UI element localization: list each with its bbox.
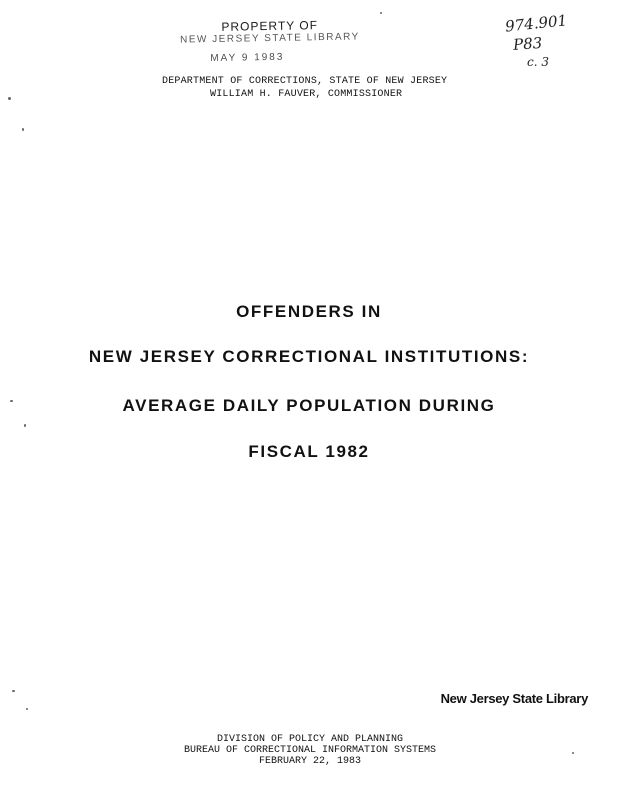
title-line-1: OFFENDERS IN — [236, 302, 382, 321]
handwritten-call-number — [505, 12, 595, 72]
scan-speck — [12, 690, 15, 692]
footer-date: FEBRUARY 22, 1983 — [258, 756, 362, 767]
stamp-line-2: NEW JERSEY STATE LIBRARY — [179, 31, 360, 46]
call-number-line-1: 974.901 — [504, 11, 568, 36]
scan-speck — [22, 128, 24, 131]
commissioner-name: WILLIAM H. FAUVER, COMMISSIONER — [210, 89, 403, 100]
title-line-3: AVERAGE DAILY POPULATION DURING — [122, 396, 496, 415]
call-number-line-2: P83 — [512, 33, 543, 54]
scan-speck — [24, 424, 26, 427]
scan-speck — [10, 400, 13, 402]
scan-speck — [572, 752, 574, 754]
department-header — [140, 75, 460, 101]
department-name: DEPARTMENT OF CORRECTIONS, STATE OF NEW JERSEY — [162, 76, 448, 87]
title-line-4: FISCAL 1982 — [248, 442, 370, 461]
call-number-copy: c. 3 — [527, 55, 549, 69]
scan-speck — [26, 708, 28, 710]
stamp-date: MAY 9 1983 — [210, 51, 285, 65]
division-name: DIVISION OF POLICY AND PLANNING — [216, 734, 404, 745]
scan-speck — [8, 97, 11, 100]
stamp-line-1: PROPERTY OF — [221, 18, 319, 34]
title-line-2: NEW JERSEY CORRECTIONAL INSTITUTIONS: — [88, 347, 530, 366]
bureau-name: BUREAU OF CORRECTIONAL INFORMATION SYSTEMS — [183, 745, 437, 756]
scan-speck — [380, 12, 382, 14]
library-label: New Jersey State Library — [440, 691, 588, 706]
division-footer — [140, 734, 480, 767]
library-property-stamp — [150, 18, 391, 65]
